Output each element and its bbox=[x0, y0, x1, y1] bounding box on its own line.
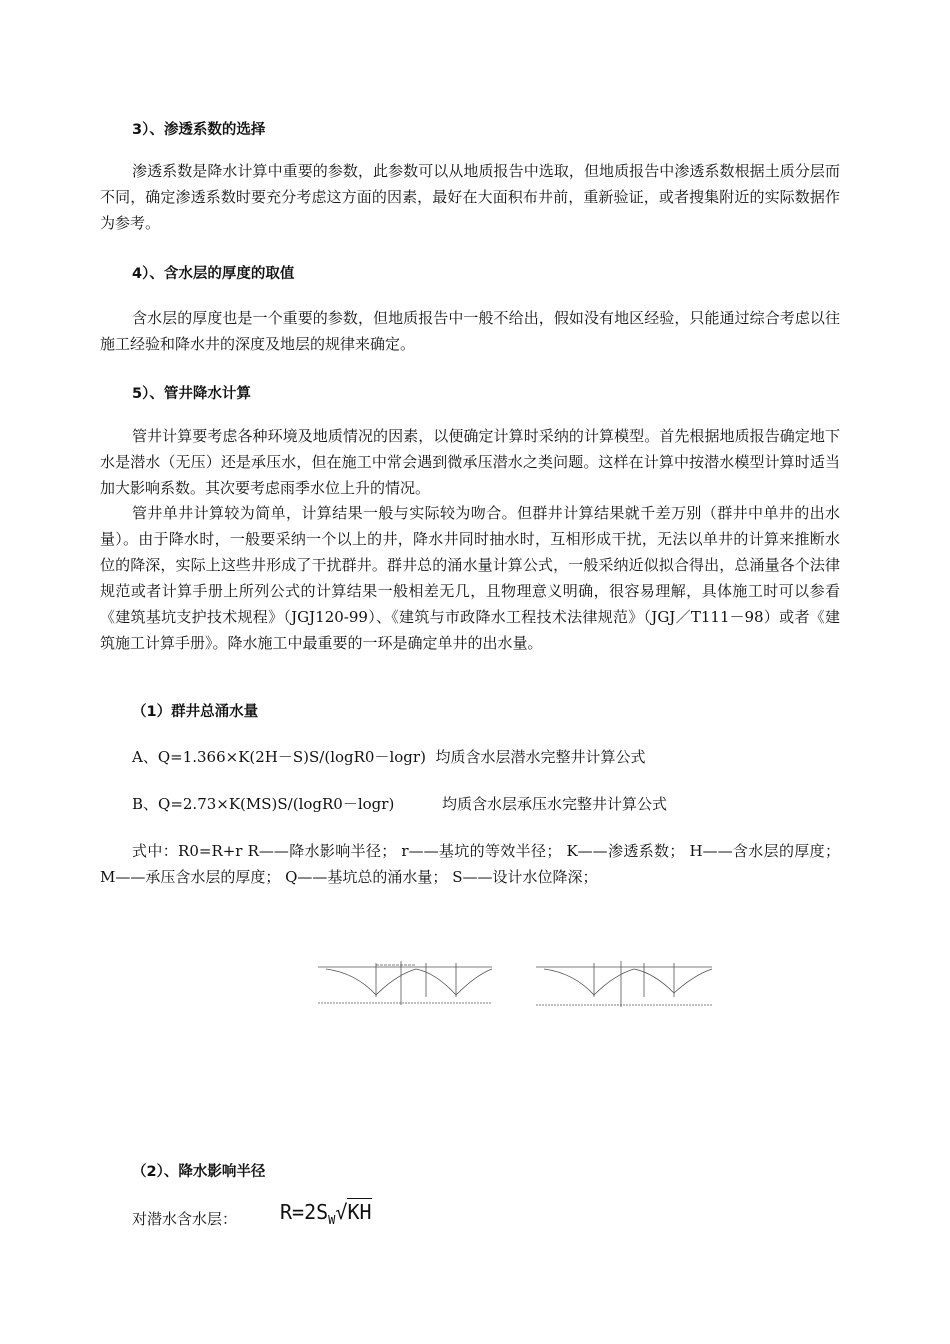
well-diagram-figure bbox=[316, 955, 716, 1025]
heading-permeability: 3）、渗透系数的选择 bbox=[132, 122, 266, 138]
heading-influence-radius: （2）、降水影响半径 bbox=[132, 1164, 266, 1180]
heading-well-dewatering: 5）、管井降水计算 bbox=[132, 386, 251, 402]
heading-group-inflow: （1）群井总涌水量 bbox=[132, 704, 259, 720]
paragraph-permeability: 渗透系数是降水计算中重要的参数，此参数可以从地质报告中选取，但地质报告中渗透系数根据土质分层而不同，确定渗透系数时要充分考虑这方面的因素，最好在大面积布井前，重新验证，或者搜集附近的实际数据作为参考。 bbox=[100, 162, 840, 232]
formula-root: KH bbox=[347, 1200, 372, 1224]
notation-paragraph: 式中：R0=R+r R——降水影响半径； r——基坑的等效半径； K——渗透系数； H——含水层的厚度； M——承压含水层的厚度； Q——基坑总的涌水量； S——设计水位降深； bbox=[100, 842, 840, 886]
phreatic-aquifer-label: 对潜水含水层： bbox=[132, 1210, 238, 1228]
formula-b: B、Q=2.73×K(MS)S/(logR0－logr) 均质含水层承压水完整井计算公式 bbox=[132, 795, 667, 813]
influence-radius-formula bbox=[280, 1200, 372, 1227]
paragraph-aquifer-thickness: 含水层的厚度也是一个重要的参数，但地质报告中一般不给出，假如没有地区经验，只能通过综合考虑以往施工经验和降水井的深度及地层的规律来确定。 bbox=[100, 309, 840, 353]
diagram-phreatic bbox=[318, 961, 492, 1005]
formula-a: A、Q=1.366×K(2H－S)S/(logR0－logr) 均质含水层潜水完整井计算公式 bbox=[132, 748, 646, 766]
heading-aquifer-thickness: 4）、含水层的厚度的取值 bbox=[132, 266, 295, 282]
formula-lhs: R=2S bbox=[280, 1200, 329, 1224]
paragraph-group-wells: 管井单井计算较为简单，计算结果一般与实际较为吻合。但群井计算结果就千差万别（群井中单井的出水量）。由于降水时，一般要采纳一个以上的井，降水井同时抽水时，互相形成干扰，无法以单井的计算来推断水位的降深，实际上这些井形成了干扰群井。群井总的涌水量计算公式，一般采纳近似拟合得出，总涌量各个法律规范或者计算手册上所列公式的计算结果一般相差无几，且物理意义明确，很容易理解，具体施工时可以参看《建筑基坑支护技术规程》（JGJ120-99）、《建筑与市政降水工程技术法律规范》（JGJ／T111－98）或者《建筑施工计算手册》。降水施工中最重要的一环是确定单井的出水量。 bbox=[100, 504, 840, 652]
paragraph-well-model: 管井计算要考虑各种环境及地质情况的因素，以便确定计算时采纳的计算模型。首先根据地质报告确定地下水是潜水（无压）还是承压水，但在施工中常会遇到微承压潜水之类问题。这样在计算中按潜水模型计算时适当加大影响系数。其次要考虑雨季水位上升的情况。 bbox=[100, 427, 840, 497]
formula-subscript: W bbox=[328, 1213, 336, 1227]
sqrt-icon: √ bbox=[335, 1200, 348, 1224]
diagram-confined bbox=[536, 961, 712, 1007]
